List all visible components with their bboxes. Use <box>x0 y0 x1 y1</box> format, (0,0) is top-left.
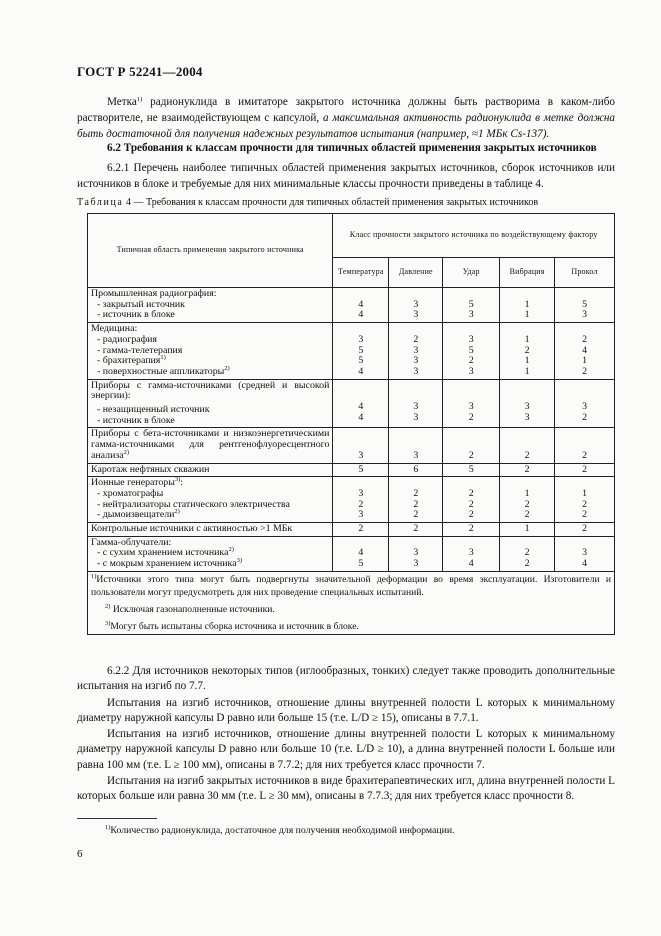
section-title: 6.2 Требования к классам прочности для типичных областей применения закрытых источников <box>107 142 597 154</box>
col-header-puncture: Прокол <box>555 258 615 288</box>
col-header-application: Типичная область применения закрытого источника <box>88 214 333 288</box>
col-header-impact: Удар <box>443 258 500 288</box>
col-header-temperature: Температура <box>333 258 389 288</box>
table-caption: Таблица 4 — Требования к классам прочности для типичных областей применения закрытых источников <box>77 197 539 208</box>
page-footnote: $^{1)}$Количество радионуклида, достаточное для получения необходимой информации. <box>105 824 455 836</box>
footnote-divider <box>77 818 157 819</box>
table-row: Промышленная радиография: - закрытый источник - источник в блоке 4 4 3 3 5 3 1 1 5 3 <box>88 288 615 323</box>
col-header-pressure: Давление <box>389 258 443 288</box>
document-header: ГОСТ Р 52241—2004 <box>77 64 203 79</box>
table-row: Каротаж нефтяных скважин 5 6 5 2 2 <box>88 463 615 477</box>
footnote-ref: 1) <box>136 96 143 103</box>
table-note-1: $^{1)}$Источники этого типа могут быть подвергнуты значительной деформации во время эксплуатации. Изготовители и пользователи могут предусмотреть для них проведение специальных испытаний. <box>91 572 611 598</box>
page-number: 6 <box>77 848 83 860</box>
table-row: Приборы с гамма-источниками (средней и высокой энергии): - незащищенный источник - источник в блоке 4 4 3 3 3 2 3 3 3 2 <box>88 379 615 428</box>
table-row: Гамма-облучатели: - с сухим хранением источника$^{2)}$ - с мокрым хранением источника$^{3)}$ 4 5 3 3 3 4 2 2 3 4 <box>88 536 615 571</box>
table-row: Контрольные источники с активностью >1 МБк 2 2 2 1 2 <box>88 523 615 537</box>
table-row: Ионные генераторы$^{3)}$: - хроматографы - нейтрализаторы статического электричества - дымоизвещатели$^{2)}$ 3 2 3 2 2 2 2 2 2 1 2 2 1 2 2 <box>88 477 615 523</box>
intro-paragraph: Метка$^{1)}$ радионуклида в имитаторе закрытого источника должны быть растворима в каком-либо растворителе, не взаимодействующем с капсулой, а максимальная активность радионуклида в метке должна быть достаточной для получения надежных результатов испытания (например, ≈1 МБк Cs-137). <box>77 96 615 140</box>
table-4 <box>87 213 615 635</box>
table-notes <box>88 571 615 634</box>
paragraphs-6-2-2: 6.2.2 Для источников некоторых типов (иглообразных, тонких) следует также проводить дополнительные испытания на изгиб по 7.7. Испытания на изгиб источников, отношение длины внутренней полости L которых к минимальному диаметру наружной капсулы D равно или больше 15 (т.е. L/D ≥ 15), описаны в 7.7.1. Испытания на изгиб источников, отношение длины внутренней полости L которых к минимальному диаметру наружной капсулы D равно или больше 10 (т.е. L/D ≥ 10), а длина внутренней полости L больше или равна 100 мм (т.е. L ≥ 100 мм), описаны в 7.7.2; для них требуется класс прочности 7. Испытания на изгиб закрытых источников в виде брахитерапевтических игл, длина внутренней полости L которых больше или равна 30 мм (т.е. L ≥ 30 мм), описаны в 7.7.3; для них требуется класс прочности 8. <box>77 665 615 803</box>
table-row: Приборы с бета-источниками и низкоэнергетическими гамма-источниками для рентгенофлуоресцентного анализа$^{2)}$ 3 3 2 2 2 <box>88 428 615 463</box>
paragraph-6-2-1: 6.2.1 Перечень наиболее типичных областей применения закрытых источников, сборок источников или источников в блоке и требуемые для них минимальные классы прочности приведены в таблице 4. <box>77 162 615 190</box>
col-header-strength-class: Класс прочности закрытого источника по воздействующему фактору <box>333 214 615 258</box>
table-note-3: $^{3)}$Могут быть испытаны сборка источника и источник в блоке. <box>105 619 359 632</box>
intro-italic: а максимальная активность радионуклида в метке должна быть достаточной для получения надежных результатов испытания (например, ≈1 МБк Cs-137). <box>77 112 615 140</box>
table-note-2: $^{2)}$ Исключая газонаполненные источники. <box>105 602 275 615</box>
table-row: Медицина: - радиография - гамма-телетерапия - брахитерапия$^{1)}$ - поверхностные аппликаторы$^{2)}$ 3 5 5 4 2 3 3 3 3 5 2 3 1 2 1 1 2 4 1 2 <box>88 323 615 380</box>
col-header-vibration: Вибрация <box>500 258 555 288</box>
